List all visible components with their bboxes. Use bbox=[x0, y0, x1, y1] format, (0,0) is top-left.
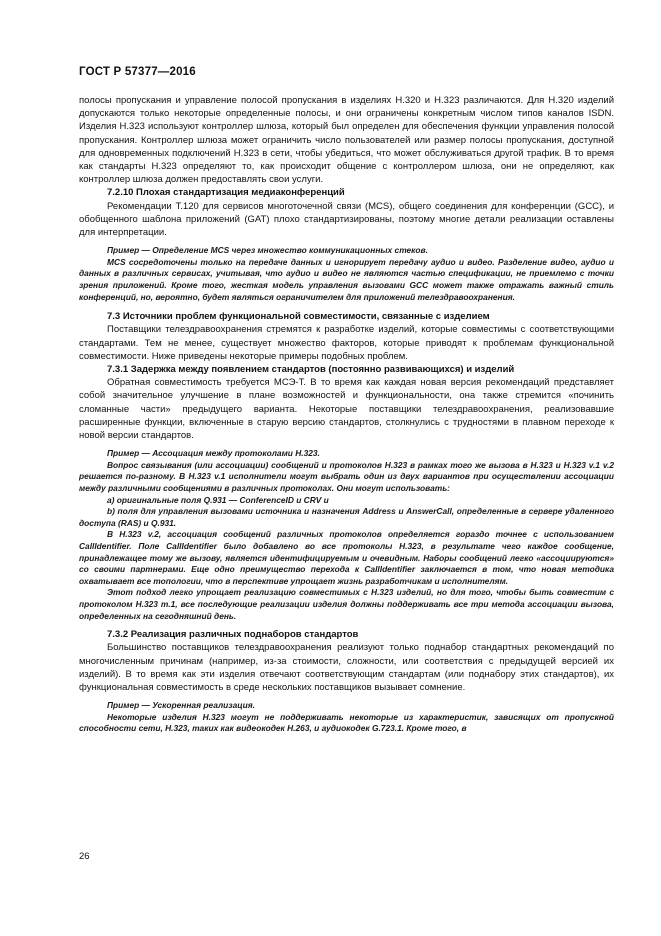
example-note: Пример — Ускоренная реализация. bbox=[107, 700, 256, 711]
example-note: Некоторые изделия H.323 могут не поддерживать некоторые из характеристик, зависящих от пропускной способности сети, H.323, таких как видеокодек H.263, и аудиокодек G.723.1. Кроме того, в bbox=[79, 711, 614, 734]
document-body bbox=[79, 94, 614, 735]
section-heading: 7.3 Источники проблем функциональной совместимости, связанные с изделием bbox=[107, 311, 490, 323]
body-paragraph: Поставщики телездравоохранения стремятся к разработке изделий, которые совместимы с соответствующими стандартами. Тем не менее, существует множество факторов, которые приводят к проблемам функциональной совместимости. Ниже приведены некоторые примеры подобных проблем. bbox=[79, 324, 614, 362]
example-note: Этот подход легко упрощает реализацию совместимых с H.323 изделий, но для того, чтобы быть совместим с протоколом H.323 т.1, все последующие реализации изделия должны поддерживать все три метода ассоциации вызова, определенных на сегодняшний день. bbox=[79, 587, 614, 621]
example-note: MCS сосредоточены только на передаче данных и игнорирует передачу аудио и видео. Разделение видео, аудио и данных в различных сервисах, учитывая, что аудио и видео не являются частью спецификации, не приемлемо с точки зрения приложений. Кроме того, жесткая модель управления вызовами GCC может также отражать важный стиль конференций, но, вероятно, будет являться ограничителем для приложений телездравоохранения. bbox=[79, 256, 614, 302]
body-paragraph: Рекомендации T.120 для сервисов многоточечной связи (MCS), общего соединения для конференции (GCC), и обобщенного шаблона приложений (GAT) плохо стандартизированы, поэтому многие детали реализации оставлены для интерпретации. bbox=[79, 200, 614, 239]
body-paragraph: Большинство поставщиков телездравоохранения реализуют только поднабор стандартных рекомендаций по многочисленным причинам (например, из-за стоимости, сложности, или соответствия с предыдущей версией их изделий). В то время как эти изделия отвечают соответствующим стандартам (или поднабору этих стандартов), их функциональная совместимость в среде нескольких поставщиков вызывает сомнение. bbox=[79, 642, 614, 693]
page-number: 26 bbox=[79, 851, 90, 862]
section-heading: 7.3.2 Реализация различных поднаборов стандартов bbox=[107, 629, 359, 641]
example-note: Вопрос связывания (или ассоциации) сообщений и протоколов H.323 в рамках того же вызова в H.323 и H.323 v.1 v.2 решается по-разному. В H.323 v.1 исполнители могут выбрать один из двух вариантов при осуществлении ассоциации между различными сообщениями в различных протоколах. Они могут использовать: bbox=[79, 459, 614, 494]
example-note: В H.323 v.2, ассоциация сообщений различных протоколов определяется гораздо точнее с использованием CallIdentifier. Поле CallIdentifier было добавлено во все протоколы H.323, в результате чего каждое сообщение, принадлежащее тому же вызову, является идентифицируемым и очевидным. Наборы сообщений легко «ассоциируются» со своими партнерами. Еще одно преимущество перехода к CallIdentifier заключается в том, что новая методика охватывает все топологии, что в перспективе упрощает жизнь разработчикам и исполнителям. bbox=[79, 529, 614, 586]
section-heading: 7.3.1 Задержка между появлением стандартов (постоянно развивающихся) и изделий bbox=[107, 364, 515, 376]
example-note: b) поля для управления вызовами источника и назначения Address и AnswerCall, определенные в сервере удаленного доступа (RAS) и Q.931. bbox=[79, 506, 614, 528]
body-paragraph: Обратная совместимость требуется МСЭ-Т. В то время как каждая новая версия рекомендаций представляет собой значительное улучшение в плане возможностей и функциональности, она также стремится «починить сломанные части» предыдущего варианта. Некоторые поставщики телездравоохранения, реализовавшие расширенные функции, включенные в старую версию стандартов, столкнулись с трудностями в плавном переходе к новой версии стандартов. bbox=[79, 377, 614, 442]
example-note: Пример — Ассоциация между протоколами H.323. bbox=[107, 448, 320, 459]
document-header: ГОСТ Р 57377—2016 bbox=[79, 66, 196, 78]
section-heading: 7.2.10 Плохая стандартизация медиаконференций bbox=[107, 187, 345, 199]
example-note: a) оригинальные поля Q.931 — ConferenceID и CRV и bbox=[107, 494, 329, 505]
body-paragraph: полосы пропускания и управление полосой пропускания в изделиях H.320 и H.323 различаются. Для H.320 изделий допускаются только некоторые определенные полосы, и они ограничены конкретным числом типов каналов ISDN. Изделия H.323 используют контроллер шлюза, который был определен для обеспечения функции управления полосой пропускания. Контроллер шлюза может ограничить число пользователей или размер полосы пропускания, доступной для одновременных подключений H.323 в сети, чтобы убедиться, что может обслуживаться другой трафик. В то время как стандарты H.323 определяют то, как происходит общение с контроллером шлюза, они не определяют, как контроллер шлюза должен предоставлять свои услуги. bbox=[79, 95, 614, 186]
example-note: Пример — Определение MCS через множество коммуникационных стеков. bbox=[107, 245, 428, 256]
